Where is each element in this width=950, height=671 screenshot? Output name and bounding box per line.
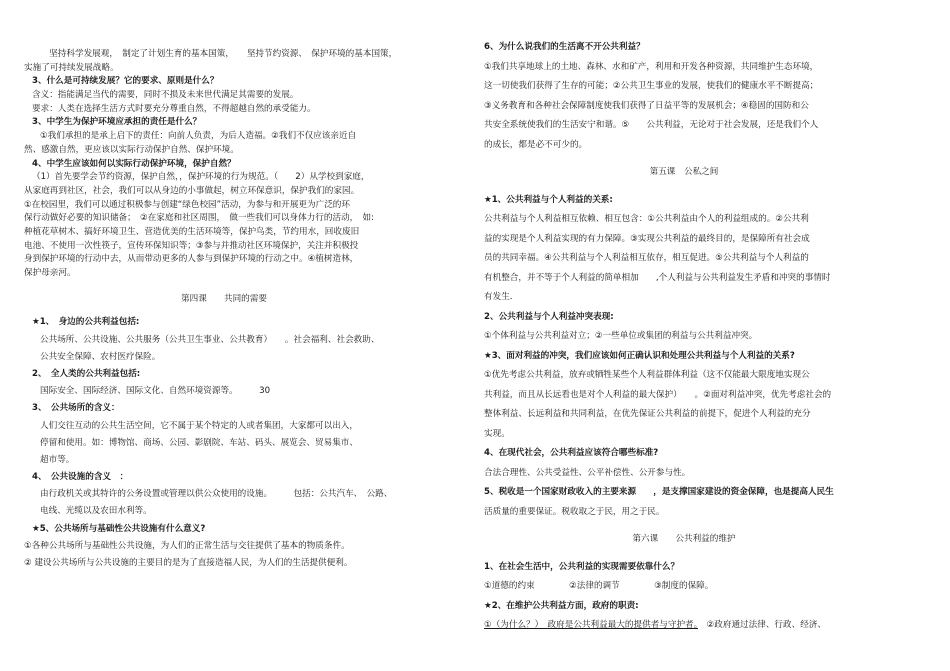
text-line: 从家庭再到社区，社会，我们可以从身边的小事做起，树立环保意识，保护我们的家园。 (24, 185, 360, 196)
text-line: 停留和使用。如：博物馆、商场、公园、影剧院、车站、码头、展览会、贸易集市、 (40, 437, 358, 448)
text-line: ② 建设公共场所与公共设施的主要目的是为了直接造福人民，为人们的生活提供便利。 (24, 558, 353, 568)
text-line: 种植花草树木、搞好环境卫生、营造优美的生活环境等，保护鸟类，节约用水，回收废旧 (24, 226, 360, 237)
left-column (24, 48, 424, 572)
underlined-text: ①（为什么？） 政府是公共利益最大的提供者与守护者。 (484, 620, 698, 630)
text-line: 共安全系统使我们的生活安宁和谐。⑤ 公共利益，无论对于社会发展，还是我们个人 (484, 120, 819, 130)
question-heading: 4、在现代社会，公共利益应该符合哪些标准? (484, 448, 659, 458)
lesson-title: 第五课 公私之间 (649, 167, 719, 177)
text-line (484, 616, 884, 636)
question-heading: 4、 公共设施的含义 ： (32, 472, 129, 483)
text-line: 公共利益与个人利益相互依赖、相互包含：①公共利益由个人的利益组成的。②公共利 (484, 214, 809, 224)
text-line: ①各种公共场所与基础性公共设施，为人们的正常生活与交往提供了基本的物质条件。 (24, 540, 350, 551)
text-line: 电线、光缆以及农田水利等。 (40, 506, 152, 517)
text-segment: ②政府通过法律、行政、经济、 (697, 620, 826, 630)
text-line: 合法合理性、公共受益性、公平补偿性、公开参与性。 (484, 467, 691, 478)
text-line: ①我们承担的是承上启下的责任：向前人负责，为后人造福。②我们不仅应该亲近自 (40, 131, 357, 142)
text-line: ①个体利益与公共利益对立；②一些单位或集团的利益与公共利益冲突。 (484, 331, 758, 341)
text-line: 身到保护环境的行动中去，从而带动更多的人参与到保护环境的行动之中。④植树造林， (24, 254, 359, 265)
text-line: 实现。 (484, 428, 510, 439)
text-line: 实施了可持续发展战略。 (24, 62, 119, 73)
text-line: 电池、不使用一次性筷子，宣传环保知识等；③参与并推动社区环境保护，关注并积极投 (24, 240, 359, 251)
question-heading: 3、中学生为保护环境应承担的责任是什么？ (32, 117, 202, 128)
text-line: ①我们共享地球上的土地、森林、水和矿产，利用和开发各种资源，共同维护生态环境， (484, 61, 819, 72)
question-heading: 2、公共利益与个人利益冲突表现: (484, 311, 614, 322)
text-line: 公共场所、公共设施、公共服务（公共卫生事业、公共教育） 。社会福利、社会救助、 (40, 334, 380, 345)
question-heading: 5、税收是一个国家财政收入的主要来源 ，是支撑国家建设的资金保障，也是提高人民生 (484, 487, 834, 497)
question-heading: ★1、 身边的公共利益包括: (32, 317, 140, 328)
text-line: 人们交往互动的公共生活空间，它不属于某个特定的人或者集团，大家都可以出入， (40, 420, 358, 431)
text-line: ③义务教育和各种社会保障制度使我们获得了日益平等的发展机会；④稳固的国防和公 (484, 100, 809, 111)
question-heading: ★2、在维护公共利益方面，政府的职责: (484, 600, 639, 611)
text-line: 国际安全、国际经济、国际文化、自然环境资源等。 30 (40, 386, 271, 397)
question-heading: ★5、公共场所与基础性公共设施有什么意义? (32, 523, 206, 534)
text-line: 有发生． (484, 292, 519, 302)
question-heading: 4、中学生应该如何以实际行动保护环境，保护自然？ (32, 158, 236, 169)
text-line: ①在校园里，我们可以通过积极参与创建“绿色校园”活动，为参与和开展更为广泛的环 (24, 199, 350, 210)
lesson-title: 第四课 共同的需要 (181, 293, 267, 304)
text-line: 这一切使我们获得了生存的可能；②公共卫生事业的发展，使我们的健康水平不断提高； (484, 81, 819, 91)
text-line: 的成长，都是必不可少的。 (484, 139, 588, 150)
text-line: 含义：指能满足当代的需要，同时不损及未来世代满足其需要的发展。 (32, 90, 299, 101)
text-line: 然、感激自然，更应该以实际行动保护自然、保护环境。 (24, 144, 239, 155)
question-heading: 1、在社会生活中，公共利益的实现需要依靠什么？ (484, 561, 680, 572)
text-line: 保护母亲河。 (24, 268, 76, 278)
question-heading: ★1、公共利益与个人利益的关系: (484, 194, 613, 205)
question-heading: 3、 公共场所的含义： (32, 403, 120, 414)
text-line: ①优先考虑公共利益，放弃或牺牲某些个人利益群体利益（这不仅能最大限度地实现公 (484, 370, 810, 380)
question-heading: 2、 全人类的公共利益包括: (32, 368, 141, 379)
right-column (484, 38, 884, 636)
text-line: 员的共同幸福。④公共利益与个人利益相互依存，相互促进。⑤公共利益与个人利益的 (484, 253, 809, 263)
text-line: （1）首先要学会节约资源，保护自然，，保护环境的行为规范。（ 2）从学校到家庭， (32, 172, 370, 183)
text-line: 整体利益、长远利益和共同利益，在优先保证公共利益的前提下，促进个人利益的充分 (484, 409, 811, 419)
lesson-title: 第六课 公共利益的维护 (632, 534, 736, 544)
text-line: 要求：人类在选择生活方式时要充分尊重自然，不得超越自然的承受能力。 (32, 103, 316, 114)
text-line: 共利益，而且从长远看也是对个人利益的最大保护） 。②面对利益冲突，优先考虑社会的 (484, 389, 832, 400)
text-line: 有机整合，并不等于个人利益的简单相加 ,个人利益与公共利益发生矛盾和冲突的事情时 (484, 272, 831, 283)
text-line: 益的实现是个人利益实现的有力保障。③实现公共利益的最终目的，是保障所有社会成 (484, 233, 810, 244)
text-line: 保行动做好必要的知识储备； ②在家庭和社区周围， 做一些我们可以身体力行的活动， 如: (24, 213, 375, 224)
question-heading: 6、为什么说我们的生活离不开公共利益？ (484, 42, 645, 52)
text-line: 公共安全保障、农村医疗保险。 (40, 351, 161, 362)
text-line: 活质量的重要保证。税收取之于民，用之于民。 (484, 506, 665, 517)
question-heading: ★3、面对利益的冲突，我们应该如何正确认识和处理公共利益与个人利益的关系? (484, 350, 795, 361)
text-line: ①道德的约束 ②法律的调节 ③制度的保障。 (484, 581, 714, 591)
text-line: 超市等。 (40, 454, 75, 465)
text-line: 由行政机关或其特许的公务设置或管理以供公众使用的设施。 包括：公共汽车、 公路、 (40, 489, 393, 500)
text-line: 坚持科学发展观， 制定了计划生育的基本国策， 坚持节约资源、 保护环境的基本国策， (32, 49, 398, 59)
question-heading: 3、什么是可持续发展？它的要求、原则是什么？ (32, 76, 219, 87)
